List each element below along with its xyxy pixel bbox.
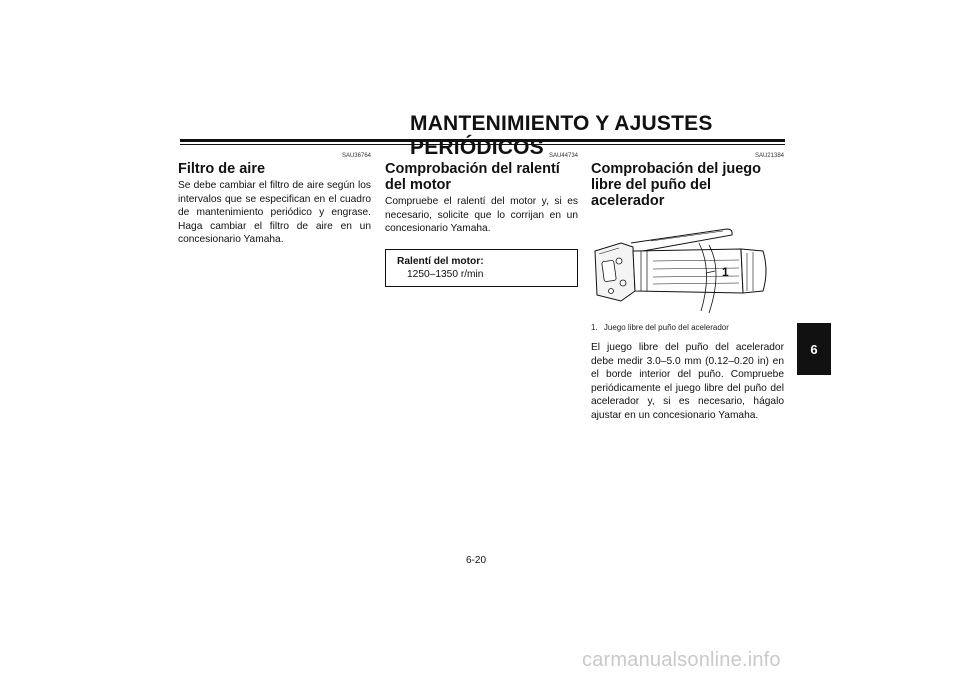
watermark: carmanualsonline.info: [582, 649, 781, 671]
section-code: SAU36764: [341, 153, 371, 159]
section-title: Filtro de aire: [178, 161, 266, 177]
page-number: 6-20: [466, 555, 487, 566]
section-code: SAU44734: [548, 153, 578, 159]
handlebar-throttle-drawing: [591, 221, 784, 317]
section-air-filter: [178, 152, 371, 247]
section-throttle-free-play: [591, 152, 784, 422]
header-rule-thin: [180, 144, 785, 145]
caption-text: Juego libre del puño del acelerador: [603, 323, 729, 332]
section-body: Compruebe el ralentí del motor y, si es necesario, solicite que lo corrijan en un concesionario Yamaha.: [385, 196, 578, 234]
header-rule: [180, 139, 785, 142]
spec-value: 1250–1350 r/min: [407, 268, 484, 280]
section-title: Comprobación del ralentí del motor: [385, 161, 560, 193]
caption-number: 1.: [591, 323, 598, 332]
section-code: SAU21384: [754, 153, 784, 159]
section-title: Comprobación del juego libre del puño del acelerador: [591, 161, 761, 209]
spec-label: Ralentí del motor:: [397, 255, 484, 267]
section-body: El juego libre del puño del acelerador debe medir 3.0–5.0 mm (0.12–0.20 in) en el borde interior del puño. Compruebe periódicamente el juego libre del puño del acelerador y, si es necesario, hágalo ajustar en un concesionario Yamaha.: [591, 342, 784, 421]
figure-callout-number: 1: [722, 265, 729, 279]
chapter-tab: 6: [797, 323, 831, 375]
page-header-title: MANTENIMIENTO Y AJUSTES PERIÓDICOS: [410, 112, 713, 159]
section-body: Se debe cambiar el filtro de aire según los intervalos que se especifican en el cuadro de mantenimiento periódico y engrase. Haga cambiar el filtro de aire en un concesionario Yamaha.: [178, 180, 371, 245]
section-idle-speed: [385, 152, 578, 287]
throttle-grip-illustration: [591, 221, 784, 317]
spec-box: [385, 249, 578, 287]
figure-caption: [591, 323, 784, 333]
